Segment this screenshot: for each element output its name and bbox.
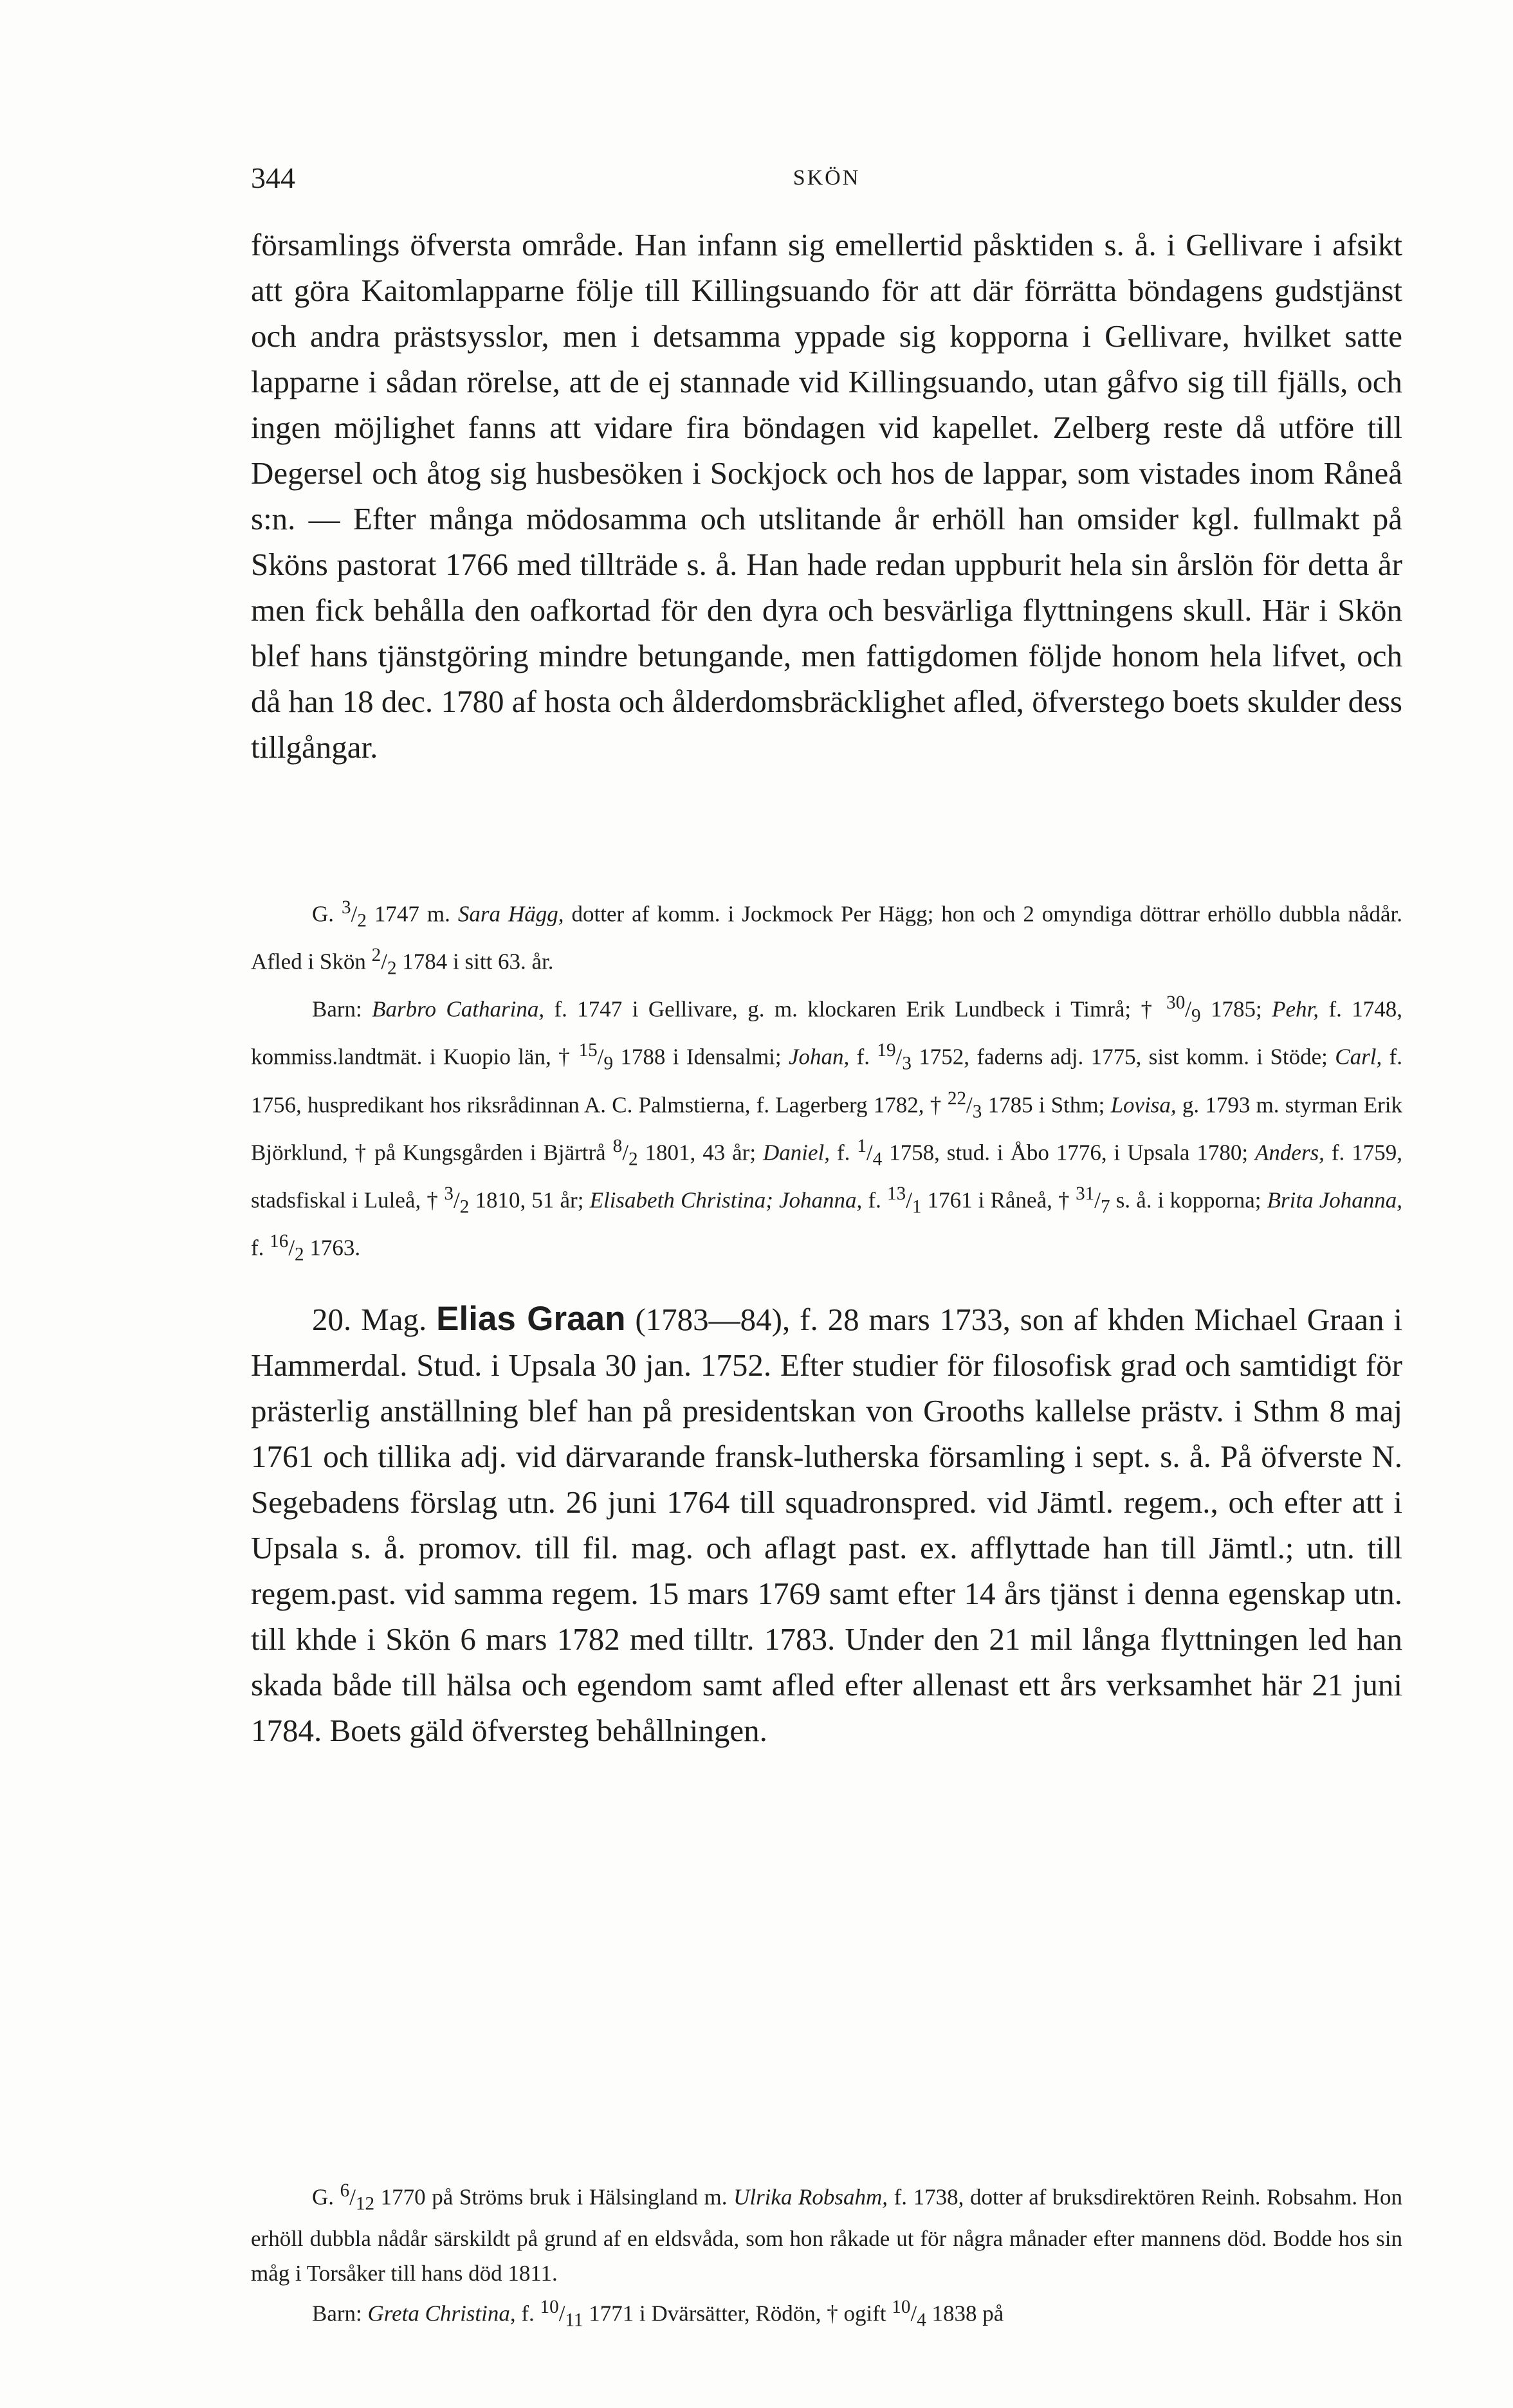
note-graan-family xyxy=(251,2174,1402,2338)
entry-20-elias-graan xyxy=(251,1296,1402,1753)
note-marriage: G. $^6/_{12}$ 1770 på Ströms bruk i Hälsingland m. Ulrika Robsahm, f. 1738, dotter af bruksdirektören Reinh. Robsahm. Hon erhöll dubbla nådår särskildt på grund af en eldsvåda, som hon råkade ut för några månader efter mannens död. Bodde hos sin måg i Torsåker till hans död 1811. xyxy=(251,2180,1402,2286)
note-children: Barn: Barbro Catharina, f. 1747 i Gellivare, g. m. klockaren Erik Lundbeck i Timrå; † $^{30}/_9$ 1785; Pehr, f. 1748, kommiss.landtmät. i Kuopio län, † $^{15}/_9$ 1788 i Idensalmi; Johan, f. $^{19}/_3$ 1752, faderns adj. 1775, sist komm. i Stöde; Carl, f. 1756, huspredikant hos riksrådinnan A. C. Palmstierna, f. Lagerberg 1782, † $^{22}/_3$ 1785 i Sthm; Lovisa, g. 1793 m. styrman Erik Björklund, † på Kungsgården i Bjärtrå $^8/_2$ 1801, 43 år; Daniel, f. $^1/_4$ 1758, stud. i Åbo 1776, i Upsala 1780; Anders, f. 1759, stadsfiskal i Luleå, † $^3/_2$ 1810, 51 år; Elisabeth Christina; Johanna, f. $^{13}/_1$ 1761 i Råneå, † $^{31}/_7$ s. å. i kopporna; Brita Johanna, f. $^{16}/_2$ 1763. xyxy=(251,992,1403,1265)
entry-text: (1783—84), f. 28 mars 1733, son af khden Michael Graan i Hammerdal. Stud. i Upsala 30 jan. 1752. Efter studier för filosofisk grad och samtidigt för prästerlig anställning blef han på presidentskan von Grooths kallelse prästv. i Sthm 8 maj 1761 och tillika adj. vid därvarande fransk-lutherska församling i sept. s. å. På öfverste N. Segebadens förslag utn. 26 juni 1764 till squadronspred. vid Jämtl. regem., och efter att i Upsala s. å. promov. till fil. mag. och aflagt past. ex. afflyttade han till Jämtl.; utn. till regem.past. vid samma regem. 15 mars 1769 samt efter 14 års tjänst i denna egenskap utn. till khde i Skön 6 mars 1782 med tilltr. 1783. Under den 21 mil långa flyttningen led han skada både till hälsa och egendom samt afled efter allenast ett års verksamhet här 21 juni 1784. Boets gäld öfversteg behållningen. xyxy=(251,1302,1403,1748)
paragraph-text: församlings öfversta område. Han infann sig emellertid påsktiden s. å. i Gellivare i afsikt att göra Kaitomlapparne följe till Killingsuando för att där förrätta böndagens gudstjänst och andra prästsysslor, men i detsamma yppade sig kopporna i Gellivare, hvilket satte lapparne i sådan rörelse, att de ej stannade vid Killingsuando, utan gåfvo sig till fjälls, och ingen möjlighet fanns att vidare fira böndagen vid kapellet. Zelberg reste då utföre till Degersel och åtog sig husbesöken i Sockjock och hos de lappar, som vistades inom Råneå s:n. — Efter många mödosamma och utslitande år erhöll han omsider kgl. fullmakt på Sköns pastorat 1766 med tillträde s. å. Han hade redan uppburit hela sin årslön för detta år men fick behålla den oafkortad för den dyra och besvärliga flyttningens skull. Här i Skön blef hans tjänstgöring mindre betungande, men fattigdomen följde honom hela lifvet, och då han 18 dec. 1780 af hosta och ålderdomsbräcklighet afled, öfverstego boets skulder dess tillgångar. xyxy=(251,227,1402,765)
note-children: Barn: Greta Christina, f. $^{10}/_{11}$ 1771 i Dvärsätter, Rödön, † ogift $^{10}/_4$ 1838 på xyxy=(312,2297,1004,2331)
running-head: SKÖN xyxy=(793,166,861,190)
page-number: 344 xyxy=(251,161,295,194)
entry-paragraph xyxy=(251,1296,1402,1753)
note-zelberg-family xyxy=(251,891,1402,1272)
entry-title: Mag. xyxy=(361,1302,427,1337)
page-header xyxy=(251,161,1402,199)
note-marriage: G. $^3/_2$ 1747 m. Sara Hägg, dotter af komm. i Jockmock Per Hägg; hon och 2 omyndiga döttrar erhöllo dubbla nådår. Afled i Skön $^2/_2$ 1784 i sitt 63. år. xyxy=(251,897,1402,979)
entry-number: 20. xyxy=(312,1302,352,1337)
entry-name: Elias Graan xyxy=(436,1300,626,1338)
paragraph-zelberg-continued xyxy=(251,222,1402,770)
